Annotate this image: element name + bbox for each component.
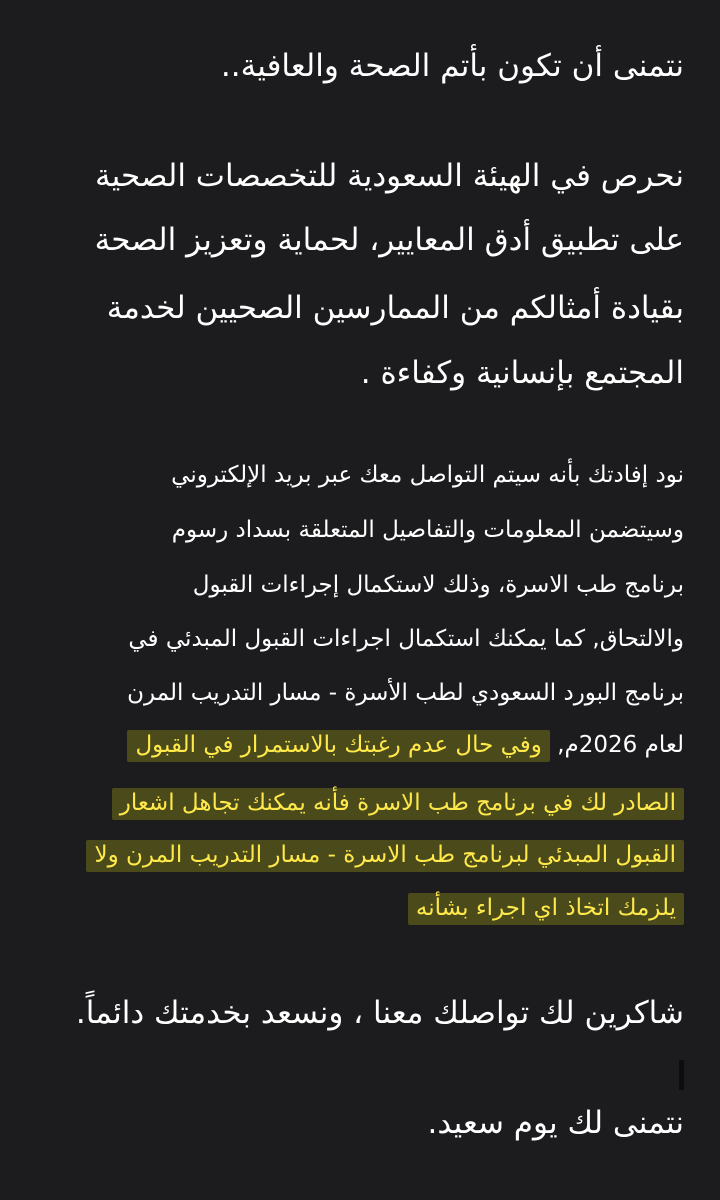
intro-line-4: المجتمع بإنسانية وكفاءة . — [360, 355, 684, 391]
body-line-1: نود إفادتك بأنه سيتم التواصل معك عبر بريد الإلكتروني — [171, 462, 684, 488]
highlighted-row-2 — [112, 790, 684, 816]
year-text: لعام 2026م, — [557, 732, 684, 758]
body-line-6 — [127, 732, 684, 758]
highlighted-row-4 — [408, 895, 684, 921]
body-line-5: برنامج البورد السعودي لطب الأسرة - مسار التدريب المرن — [127, 680, 684, 706]
highlighted-line-4: يلزمك اتخاذ اي اجراء بشأنه — [408, 893, 684, 925]
intro-line-3: بقيادة أمثالكم من الممارسين الصحيين لخدمة — [106, 290, 684, 326]
body-line-4: والالتحاق, كما يمكنك استكمال اجراءات القبول المبدئي في — [128, 626, 684, 652]
closing-text: نتمنى لك يوم سعيد. — [427, 1105, 684, 1141]
text-cursor — [679, 1060, 684, 1090]
body-line-2: وسيتضمن المعلومات والتفاصيل المتعلقة بسداد رسوم — [171, 517, 684, 543]
greeting-text: نتمنى أن تكون بأتم الصحة والعافية.. — [220, 48, 684, 84]
intro-line-1: نحرص في الهيئة السعودية للتخصصات الصحية — [95, 158, 684, 194]
highlighted-line-2: الصادر لك في برنامج طب الاسرة فأنه يمكنك تجاهل اشعار — [112, 788, 684, 820]
highlighted-row-3 — [86, 842, 684, 868]
body-line-3: برنامج طب الاسرة، وذلك لاستكمال إجراءات القبول — [192, 572, 684, 598]
thanks-text: شاكرين لك تواصلك معنا ، ونسعد بخدمتك دائماً. — [75, 995, 684, 1031]
highlighted-line-3: القبول المبدئي لبرنامج طب الاسرة - مسار التدريب المرن ولا — [86, 840, 684, 872]
highlighted-line-1: وفي حال عدم رغبتك بالاستمرار في القبول — [127, 730, 549, 762]
intro-line-2: على تطبيق أدق المعايير، لحماية وتعزيز الصحة — [94, 222, 684, 258]
